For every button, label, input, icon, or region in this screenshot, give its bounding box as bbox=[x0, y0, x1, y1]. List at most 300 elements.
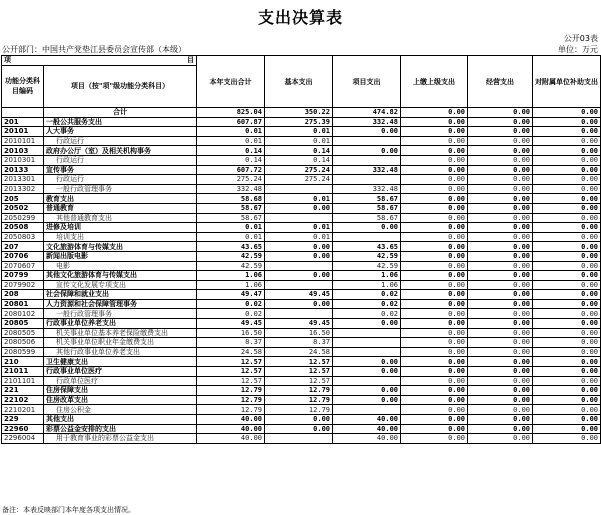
total-value: 0.00 bbox=[401, 108, 468, 118]
row-code: 208 bbox=[2, 290, 44, 300]
row-value: 0.00 bbox=[533, 415, 601, 425]
row-code: 205 bbox=[2, 194, 44, 204]
row-code: 2296004 bbox=[2, 434, 44, 444]
row-value: 49.45 bbox=[265, 290, 333, 300]
table-row bbox=[2, 338, 601, 348]
row-value: 12.79 bbox=[265, 395, 333, 405]
row-name: 卫生健康支出 bbox=[44, 357, 197, 367]
row-value: 1.06 bbox=[197, 280, 265, 290]
row-name: 行政运行 bbox=[44, 136, 197, 146]
row-name: 一般行政管理事务 bbox=[44, 309, 197, 319]
department-label: 公开部门：中国共产党垫江县委员会宣传部（本级） bbox=[2, 45, 186, 54]
row-name: 人大事务 bbox=[44, 127, 197, 137]
row-value: 0.00 bbox=[401, 223, 468, 233]
row-value: 0.00 bbox=[333, 146, 401, 156]
row-code: 20133 bbox=[2, 165, 44, 175]
row-name: 宣传事务 bbox=[44, 165, 197, 175]
row-value: 0.00 bbox=[533, 271, 601, 281]
row-value: 0.00 bbox=[401, 347, 468, 357]
header-item-row bbox=[2, 56, 601, 66]
row-value: 0.00 bbox=[333, 223, 401, 233]
row-name: 行政运行 bbox=[44, 155, 197, 165]
row-value: 0.00 bbox=[533, 319, 601, 329]
row-value bbox=[265, 184, 333, 194]
col-header-project: 项目支出 bbox=[333, 56, 401, 108]
row-value: 0.00 bbox=[468, 405, 533, 415]
table-row bbox=[2, 290, 601, 300]
row-value: 275.24 bbox=[265, 165, 333, 175]
row-name: 住房公积金 bbox=[44, 405, 197, 415]
total-code-cell bbox=[2, 108, 44, 118]
row-value: 0.00 bbox=[401, 434, 468, 444]
row-value: 0.00 bbox=[401, 299, 468, 309]
table-row bbox=[2, 136, 601, 146]
col-header-business: 经营支出 bbox=[468, 56, 533, 108]
row-value: 0.00 bbox=[468, 155, 533, 165]
row-value: 58.67 bbox=[333, 213, 401, 223]
row-name: 行政事业单位医疗 bbox=[44, 367, 197, 377]
row-value: 332.48 bbox=[333, 184, 401, 194]
row-name: 机关事业单位职业年金缴费支出 bbox=[44, 338, 197, 348]
row-code: 2010301 bbox=[2, 155, 44, 165]
row-value: 0.00 bbox=[333, 127, 401, 137]
table-row bbox=[2, 232, 601, 242]
row-value: 0.02 bbox=[197, 309, 265, 319]
row-value: 0.00 bbox=[401, 386, 468, 396]
row-value: 42.59 bbox=[333, 261, 401, 271]
row-value: 0.00 bbox=[401, 194, 468, 204]
row-value bbox=[333, 136, 401, 146]
row-code: 20706 bbox=[2, 251, 44, 261]
row-value: 43.65 bbox=[197, 242, 265, 252]
row-value: 40.00 bbox=[333, 434, 401, 444]
row-value: 0.00 bbox=[533, 175, 601, 185]
row-value: 0.00 bbox=[401, 184, 468, 194]
row-value: 0.00 bbox=[468, 127, 533, 137]
table-row bbox=[2, 367, 601, 377]
row-value: 12.79 bbox=[265, 405, 333, 415]
row-value: 0.00 bbox=[401, 146, 468, 156]
row-value: 24.58 bbox=[265, 347, 333, 357]
row-value bbox=[333, 328, 401, 338]
row-code: 20101 bbox=[2, 127, 44, 137]
row-value: 0.00 bbox=[468, 309, 533, 319]
row-value: 8.37 bbox=[265, 338, 333, 348]
row-value: 0.00 bbox=[533, 424, 601, 434]
row-value: 1.06 bbox=[333, 280, 401, 290]
row-value: 0.00 bbox=[468, 175, 533, 185]
row-value: 0.00 bbox=[533, 165, 601, 175]
row-value: 0.00 bbox=[468, 271, 533, 281]
item-header-label: 项 bbox=[4, 56, 11, 65]
row-name: 住房改革支出 bbox=[44, 395, 197, 405]
row-value: 275.24 bbox=[197, 175, 265, 185]
row-name: 社会保障和就业支出 bbox=[44, 290, 197, 300]
row-value: 0.00 bbox=[468, 424, 533, 434]
row-code: 2080102 bbox=[2, 309, 44, 319]
row-value: 0.00 bbox=[468, 357, 533, 367]
row-name: 文化旅游体育与传媒支出 bbox=[44, 242, 197, 252]
row-value: 58.67 bbox=[197, 213, 265, 223]
row-value: 0.00 bbox=[265, 299, 333, 309]
row-value: 0.00 bbox=[401, 405, 468, 415]
row-value: 0.00 bbox=[468, 184, 533, 194]
row-value: 0.14 bbox=[265, 146, 333, 156]
table-row bbox=[2, 127, 601, 137]
row-value: 0.00 bbox=[401, 242, 468, 252]
row-code: 2010101 bbox=[2, 136, 44, 146]
table-row bbox=[2, 405, 601, 415]
row-name: 一般行政管理事务 bbox=[44, 184, 197, 194]
row-value: 16.50 bbox=[197, 328, 265, 338]
row-value: 1.06 bbox=[197, 271, 265, 281]
total-label: 合计 bbox=[44, 108, 197, 118]
row-value: 12.57 bbox=[265, 357, 333, 367]
row-name: 人力资源和社会保障管理事务 bbox=[44, 299, 197, 309]
row-value: 0.00 bbox=[401, 328, 468, 338]
row-value: 0.01 bbox=[197, 136, 265, 146]
row-code: 201 bbox=[2, 117, 44, 127]
row-code: 2101101 bbox=[2, 376, 44, 386]
row-value: 0.00 bbox=[401, 290, 468, 300]
row-value: 0.00 bbox=[468, 328, 533, 338]
row-code: 20801 bbox=[2, 299, 44, 309]
row-value: 0.00 bbox=[533, 127, 601, 137]
row-value: 0.00 bbox=[401, 309, 468, 319]
row-value: 49.45 bbox=[265, 319, 333, 329]
row-value: 332.48 bbox=[197, 184, 265, 194]
row-value: 0.00 bbox=[533, 203, 601, 213]
row-value: 0.00 bbox=[468, 338, 533, 348]
row-code: 2080506 bbox=[2, 338, 44, 348]
row-value: 12.79 bbox=[197, 395, 265, 405]
row-value: 42.59 bbox=[197, 261, 265, 271]
table-row bbox=[2, 415, 601, 425]
row-value bbox=[265, 213, 333, 223]
item-header-cell bbox=[2, 56, 197, 66]
row-value: 0.00 bbox=[468, 223, 533, 233]
row-value: 332.48 bbox=[333, 117, 401, 127]
row-value: 0.02 bbox=[333, 299, 401, 309]
row-value: 0.00 bbox=[401, 175, 468, 185]
row-value: 0.00 bbox=[533, 328, 601, 338]
row-value: 24.58 bbox=[197, 347, 265, 357]
row-code: 22102 bbox=[2, 395, 44, 405]
row-value: 0.00 bbox=[401, 213, 468, 223]
row-value: 0.00 bbox=[468, 386, 533, 396]
row-value: 0.00 bbox=[533, 347, 601, 357]
row-name: 行政运行 bbox=[44, 175, 197, 185]
table-row bbox=[2, 424, 601, 434]
table-row bbox=[2, 242, 601, 252]
row-name: 新闻出版电影 bbox=[44, 251, 197, 261]
item-header-right: 目 bbox=[187, 56, 194, 65]
row-value: 0.00 bbox=[533, 194, 601, 204]
row-code: 2080505 bbox=[2, 328, 44, 338]
row-value: 0.01 bbox=[265, 136, 333, 146]
row-value: 0.00 bbox=[533, 309, 601, 319]
row-value: 0.00 bbox=[468, 194, 533, 204]
row-value: 0.00 bbox=[401, 395, 468, 405]
row-value bbox=[333, 338, 401, 348]
row-name: 普通教育 bbox=[44, 203, 197, 213]
table-row bbox=[2, 146, 601, 156]
row-value: 0.00 bbox=[333, 386, 401, 396]
row-value: 58.67 bbox=[333, 194, 401, 204]
row-value: 0.14 bbox=[265, 155, 333, 165]
table-row bbox=[2, 347, 601, 357]
row-name: 其他支出 bbox=[44, 415, 197, 425]
row-value bbox=[265, 280, 333, 290]
row-value: 0.00 bbox=[468, 347, 533, 357]
row-value: 0.00 bbox=[265, 271, 333, 281]
row-value: 0.00 bbox=[533, 223, 601, 233]
table-row bbox=[2, 213, 601, 223]
row-value bbox=[333, 232, 401, 242]
table-row bbox=[2, 357, 601, 367]
row-value: 0.00 bbox=[468, 117, 533, 127]
row-code: 2210201 bbox=[2, 405, 44, 415]
row-value: 12.79 bbox=[197, 405, 265, 415]
row-value: 0.00 bbox=[533, 299, 601, 309]
row-value: 0.00 bbox=[401, 203, 468, 213]
form-number: 公开03表 bbox=[563, 34, 598, 43]
row-value: 0.14 bbox=[197, 146, 265, 156]
row-value: 40.00 bbox=[197, 434, 265, 444]
row-value: 0.00 bbox=[533, 213, 601, 223]
row-value: 0.00 bbox=[401, 261, 468, 271]
row-value: 0.01 bbox=[265, 223, 333, 233]
row-code: 20502 bbox=[2, 203, 44, 213]
total-value: 825.04 bbox=[197, 108, 265, 118]
row-value: 0.02 bbox=[333, 309, 401, 319]
row-value: 0.00 bbox=[468, 261, 533, 271]
row-value: 0.00 bbox=[265, 415, 333, 425]
footnote: 备注：本表反映部门本年度各项支出情况。 bbox=[2, 506, 135, 514]
row-value: 0.00 bbox=[533, 405, 601, 415]
row-value: 0.00 bbox=[468, 319, 533, 329]
row-name: 机关事业单位基本养老保险缴费支出 bbox=[44, 328, 197, 338]
row-value: 0.02 bbox=[197, 299, 265, 309]
row-value: 43.65 bbox=[333, 242, 401, 252]
row-value: 12.79 bbox=[197, 386, 265, 396]
row-value: 12.57 bbox=[197, 367, 265, 377]
table-row bbox=[2, 271, 601, 281]
row-value: 0.00 bbox=[468, 299, 533, 309]
total-row bbox=[2, 108, 601, 118]
row-value: 0.00 bbox=[533, 136, 601, 146]
row-name: 宣传文化发展专项支出 bbox=[44, 280, 197, 290]
row-name: 其他普通教育支出 bbox=[44, 213, 197, 223]
row-value: 1.06 bbox=[333, 271, 401, 281]
table-row bbox=[2, 309, 601, 319]
table-row bbox=[2, 203, 601, 213]
table-row bbox=[2, 223, 601, 233]
row-value: 0.00 bbox=[333, 319, 401, 329]
table-row bbox=[2, 434, 601, 444]
table-row bbox=[2, 299, 601, 309]
row-value: 0.00 bbox=[533, 146, 601, 156]
row-value: 0.02 bbox=[333, 290, 401, 300]
row-value: 0.01 bbox=[265, 194, 333, 204]
table-row bbox=[2, 261, 601, 271]
row-value: 8.37 bbox=[197, 338, 265, 348]
row-code: 20799 bbox=[2, 271, 44, 281]
row-value: 0.00 bbox=[333, 367, 401, 377]
table-row bbox=[2, 328, 601, 338]
row-value: 0.00 bbox=[533, 290, 601, 300]
row-value: 0.00 bbox=[401, 319, 468, 329]
row-value: 0.00 bbox=[401, 127, 468, 137]
row-name: 培训支出 bbox=[44, 232, 197, 242]
row-code: 2050803 bbox=[2, 232, 44, 242]
row-value bbox=[333, 155, 401, 165]
row-value: 0.00 bbox=[265, 242, 333, 252]
row-value bbox=[265, 434, 333, 444]
row-code: 20103 bbox=[2, 146, 44, 156]
row-name: 彩票公益金安排的支出 bbox=[44, 424, 197, 434]
row-value: 0.00 bbox=[533, 280, 601, 290]
row-name: 电影 bbox=[44, 261, 197, 271]
row-name: 住房保障支出 bbox=[44, 386, 197, 396]
table-row bbox=[2, 280, 601, 290]
row-value: 0.00 bbox=[401, 155, 468, 165]
table-row bbox=[2, 194, 601, 204]
row-name: 行政事业单位养老支出 bbox=[44, 319, 197, 329]
row-value: 0.00 bbox=[468, 213, 533, 223]
row-value: 607.87 bbox=[197, 117, 265, 127]
total-value: 0.00 bbox=[533, 108, 601, 118]
table-row bbox=[2, 319, 601, 329]
row-value: 0.00 bbox=[533, 367, 601, 377]
expenditure-table bbox=[1, 55, 601, 444]
row-value: 0.00 bbox=[401, 251, 468, 261]
row-value: 40.00 bbox=[197, 415, 265, 425]
row-name: 用于教育事业的彩票公益金支出 bbox=[44, 434, 197, 444]
table-row bbox=[2, 386, 601, 396]
row-value bbox=[333, 405, 401, 415]
row-code: 2079902 bbox=[2, 280, 44, 290]
row-value: 0.00 bbox=[468, 290, 533, 300]
row-value: 0.00 bbox=[533, 242, 601, 252]
row-value: 0.01 bbox=[197, 127, 265, 137]
row-value: 58.67 bbox=[197, 203, 265, 213]
row-code: 221 bbox=[2, 386, 44, 396]
table-row bbox=[2, 117, 601, 127]
table-row bbox=[2, 395, 601, 405]
row-value: 12.57 bbox=[265, 376, 333, 386]
total-value: 0.00 bbox=[468, 108, 533, 118]
total-value: 474.82 bbox=[333, 108, 401, 118]
row-value: 0.00 bbox=[533, 338, 601, 348]
row-value: 0.00 bbox=[265, 251, 333, 261]
unit-label: 单位：万元 bbox=[558, 45, 598, 54]
row-value: 58.68 bbox=[197, 194, 265, 204]
row-value: 0.00 bbox=[533, 232, 601, 242]
row-name: 其他文化旅游体育与传媒支出 bbox=[44, 271, 197, 281]
row-code: 20508 bbox=[2, 223, 44, 233]
table-body bbox=[2, 108, 601, 444]
row-value: 0.00 bbox=[533, 395, 601, 405]
row-code: 2080599 bbox=[2, 347, 44, 357]
row-value: 40.00 bbox=[333, 415, 401, 425]
row-value: 0.00 bbox=[401, 280, 468, 290]
row-value: 0.00 bbox=[468, 165, 533, 175]
row-value: 0.00 bbox=[533, 376, 601, 386]
row-name: 行政单位医疗 bbox=[44, 376, 197, 386]
row-value: 0.00 bbox=[401, 338, 468, 348]
row-value bbox=[265, 261, 333, 271]
row-value: 0.00 bbox=[533, 155, 601, 165]
row-value: 0.00 bbox=[468, 415, 533, 425]
row-value: 0.00 bbox=[401, 424, 468, 434]
row-value: 0.00 bbox=[468, 136, 533, 146]
row-code: 2013302 bbox=[2, 184, 44, 194]
row-value: 0.00 bbox=[468, 146, 533, 156]
row-value: 0.00 bbox=[468, 367, 533, 377]
row-code: 210 bbox=[2, 357, 44, 367]
row-value: 0.00 bbox=[401, 415, 468, 425]
row-value: 0.00 bbox=[265, 424, 333, 434]
row-value: 0.00 bbox=[333, 395, 401, 405]
row-value: 12.79 bbox=[265, 386, 333, 396]
row-value bbox=[265, 309, 333, 319]
row-value: 0.00 bbox=[468, 376, 533, 386]
row-value: 0.00 bbox=[533, 251, 601, 261]
row-value: 0.01 bbox=[265, 127, 333, 137]
row-value: 0.00 bbox=[401, 271, 468, 281]
table-row bbox=[2, 175, 601, 185]
row-name: 进修及培训 bbox=[44, 223, 197, 233]
row-value: 0.00 bbox=[468, 395, 533, 405]
row-value: 0.00 bbox=[468, 251, 533, 261]
table-row bbox=[2, 165, 601, 175]
row-value: 16.50 bbox=[265, 328, 333, 338]
row-value: 0.00 bbox=[401, 232, 468, 242]
row-value: 0.00 bbox=[401, 165, 468, 175]
row-value: 12.57 bbox=[197, 357, 265, 367]
table-row bbox=[2, 376, 601, 386]
row-value: 0.00 bbox=[468, 242, 533, 252]
row-name: 政府办公厅（室）及相关机构事务 bbox=[44, 146, 197, 156]
row-code: 2070607 bbox=[2, 261, 44, 271]
row-name: 教育支出 bbox=[44, 194, 197, 204]
row-code: 2050299 bbox=[2, 213, 44, 223]
row-code: 229 bbox=[2, 415, 44, 425]
row-value: 0.00 bbox=[468, 203, 533, 213]
row-value: 332.48 bbox=[333, 165, 401, 175]
row-value bbox=[333, 175, 401, 185]
row-value: 40.00 bbox=[197, 424, 265, 434]
row-value: 0.00 bbox=[533, 386, 601, 396]
row-value: 0.01 bbox=[197, 223, 265, 233]
row-value bbox=[333, 347, 401, 357]
row-code: 22960 bbox=[2, 424, 44, 434]
row-value: 0.00 bbox=[533, 184, 601, 194]
row-value: 275.39 bbox=[265, 117, 333, 127]
col-header-total: 本年支出合计 bbox=[197, 56, 265, 108]
table-row bbox=[2, 155, 601, 165]
row-value: 0.00 bbox=[468, 280, 533, 290]
row-value: 42.59 bbox=[197, 251, 265, 261]
row-name: 其他行政事业单位养老支出 bbox=[44, 347, 197, 357]
row-code: 20805 bbox=[2, 319, 44, 329]
row-value: 0.00 bbox=[333, 357, 401, 367]
row-code: 207 bbox=[2, 242, 44, 252]
table-row bbox=[2, 184, 601, 194]
row-value: 12.57 bbox=[197, 376, 265, 386]
row-value: 0.00 bbox=[533, 117, 601, 127]
